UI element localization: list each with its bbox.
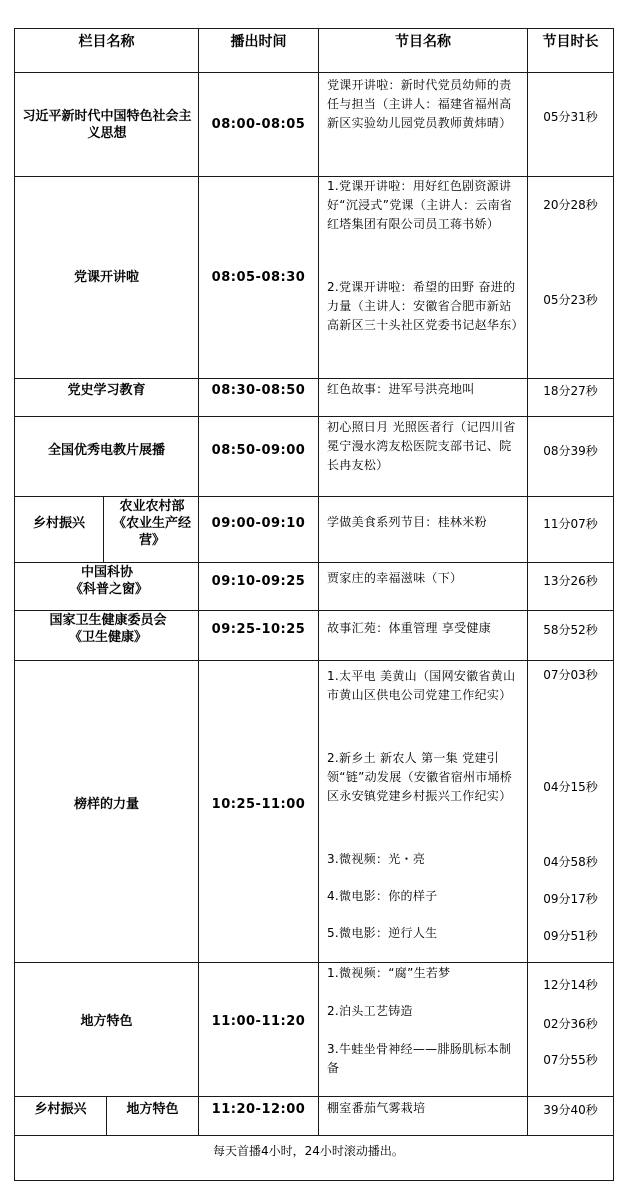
row-column-main: 乡村振兴 xyxy=(34,1101,87,1117)
row-column-name: 习近平新时代中国特色社会主义思想 xyxy=(22,108,192,141)
row-broadcast-time: 09:00-09:10 xyxy=(211,515,306,531)
row-column-name: 党课开讲啦 xyxy=(73,270,139,285)
row-broadcast-time: 09:25-10:25 xyxy=(211,621,306,637)
program-duration: 08分39秒 xyxy=(543,444,598,458)
row-broadcast-time: 08:00-08:05 xyxy=(211,117,306,132)
header-column-name: 栏目名称 xyxy=(78,33,135,50)
program-title: 棚室番茄气雾栽培 xyxy=(327,1101,426,1115)
row-broadcast-time: 08:30-08:50 xyxy=(211,382,306,398)
header-duration: 节目时长 xyxy=(542,33,599,50)
row-broadcast-time: 08:05-08:30 xyxy=(211,270,306,285)
row-column-name: 党史学习教育 xyxy=(67,382,146,398)
program-duration: 12分14秒 xyxy=(543,978,598,992)
row-column-name: 中国科协《科普之窗》 xyxy=(70,565,149,597)
program-duration: 07分55秒 xyxy=(543,1053,598,1067)
program-duration: 20分28秒 xyxy=(543,198,598,212)
program-title: 4.微电影：你的样子 xyxy=(327,889,438,903)
row-broadcast-time: 11:20-12:00 xyxy=(211,1101,306,1117)
program-title: 初心照日月 光照医者行（记四川省冕宁漫水湾友松医院支部书记、院长冉友松） xyxy=(327,420,516,472)
row-column-sub: 农业农村部《农业生产经营》 xyxy=(112,498,191,548)
program-title: 2.新乡土 新农人 第一集 党建引领“链”动发展（安徽省宿州市埇桥区永安镇党建乡村振兴工作纪实） xyxy=(327,751,513,803)
row-column-sub: 地方特色 xyxy=(126,1101,179,1117)
program-title: 2.泊头工艺铸造 xyxy=(327,1004,413,1018)
program-title: 1.党课开讲啦：用好红色剧资源讲好“沉浸式”党课（主讲人：云南省红塔集团有限公司员工蒋书娇） xyxy=(327,179,513,231)
program-duration: 58分52秒 xyxy=(543,623,598,637)
program-title: 5.微电影：逆行人生 xyxy=(327,926,438,940)
row-broadcast-time: 09:10-09:25 xyxy=(211,573,306,589)
header-broadcast-time: 播出时间 xyxy=(230,33,287,50)
row-column-main: 乡村振兴 xyxy=(32,515,85,531)
program-title: 2.党课开讲啦：希望的田野 奋进的力量（主讲人：安徽省合肥市新站高新区三十头社区党委书记赵华东） xyxy=(327,280,524,332)
footer-note: 每天首播4小时，24小时滚动播出。 xyxy=(213,1144,404,1158)
row-broadcast-time: 10:25-11:00 xyxy=(211,796,306,812)
row-broadcast-time: 08:50-09:00 xyxy=(211,442,306,458)
program-duration: 04分58秒 xyxy=(543,855,598,869)
program-title: 故事汇苑：体重管理 享受健康 xyxy=(327,621,492,635)
program-duration: 11分07秒 xyxy=(543,517,598,531)
program-duration: 09分51秒 xyxy=(543,929,598,943)
row-broadcast-time: 11:00-11:20 xyxy=(211,1013,306,1029)
row-column-name: 地方特色 xyxy=(80,1013,133,1029)
program-title: 党课开讲啦：新时代党员幼师的责任与担当（主讲人：福建省福州高新区实验幼儿园党员教师黄炜晴） xyxy=(327,78,512,130)
program-duration: 02分36秒 xyxy=(543,1017,598,1031)
row-column-name: 全国优秀电教片展播 xyxy=(47,442,165,458)
program-duration: 05分31秒 xyxy=(543,110,598,124)
program-title: 学做美食系列节目：桂林米粉 xyxy=(327,515,487,529)
program-duration: 04分15秒 xyxy=(543,780,598,794)
program-title: 3.微视频：光・亮 xyxy=(327,852,426,866)
program-duration: 39分40秒 xyxy=(543,1103,598,1117)
program-title: 1.微视频：“腐”生若梦 xyxy=(327,966,451,980)
program-title: 3.牛蛙坐骨神经——腓肠肌标本制备 xyxy=(327,1042,512,1075)
program-title: 红色故事：进军号洪亮地叫 xyxy=(327,382,475,396)
header-program-name: 节目名称 xyxy=(395,33,451,50)
program-title: 贾家庄的幸福滋味（下） xyxy=(327,571,463,585)
program-duration: 09分17秒 xyxy=(543,892,598,906)
row-column-name: 榜样的力量 xyxy=(73,796,139,812)
program-duration: 18分27秒 xyxy=(543,384,598,398)
row-column-name: 国家卫生健康委员会《卫生健康》 xyxy=(49,613,167,645)
program-duration: 07分03秒 xyxy=(543,668,598,682)
program-duration: 05分23秒 xyxy=(543,293,598,307)
program-duration: 13分26秒 xyxy=(543,574,598,588)
program-title: 1.太平电 美黄山（国网安徽省黄山市黄山区供电公司党建工作纪实） xyxy=(327,669,516,702)
